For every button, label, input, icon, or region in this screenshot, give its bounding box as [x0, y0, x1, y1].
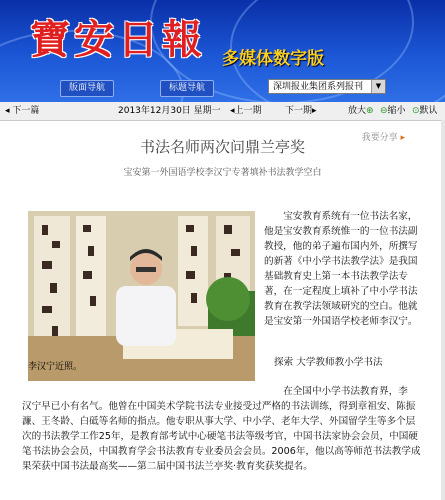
prev-article-label: 下一篇: [12, 106, 40, 116]
chevron-down-icon[interactable]: ▼: [371, 80, 385, 93]
section-heading: 探索 大学教师教小学书法: [274, 357, 383, 368]
arrow-left-icon: ◂: [230, 106, 235, 116]
article-paragraph: 在全国中小学书法教育界，李: [283, 386, 408, 397]
article-paragraph: 汉宁早已小有名气。他曾在中国美术学院书法专业接受过严格的书法训练，得到章祖安、陈振濂、王冬龄、白砥等名师的指点。他专职从事大学、中小学、老年大学、外国留学生等多个层次的书法教学工作25年，是教育部考试中心硬笔书法等级考官，中国书法家协会会员，中国硬笔书法协会会员，中国教育学会书法教育专业委员会会员。2006年，他以高等师范书法教学成果荣获中国书法最高奖——第二届中国书法兰亭奖·教育奖获奖提名。: [22, 401, 421, 472]
next-issue-label: 下一期: [285, 106, 313, 116]
calligraphy-teacher-photo: [28, 211, 255, 381]
issue-toolbar: [0, 102, 445, 121]
zoom-in-button[interactable]: [348, 102, 374, 120]
arrow-right-icon: ▸: [312, 106, 317, 116]
prev-issue-link[interactable]: [230, 102, 262, 120]
zoom-out-icon: ⊖: [380, 106, 388, 116]
article-photo: [28, 211, 255, 381]
zoom-out-label: 缩小: [387, 106, 406, 116]
zoom-in-label: 放大: [348, 106, 367, 116]
zoom-out-button[interactable]: [380, 102, 406, 120]
article-subtitle: 宝安第一外国语学校李汉宁专著填补书法教学空白: [123, 168, 322, 178]
default-zoom-button[interactable]: [412, 102, 438, 120]
title-nav-button[interactable]: 标题导航: [160, 80, 214, 97]
select-value: 深圳报业集团系列报刊: [273, 82, 364, 92]
default-zoom-label: 默认: [419, 106, 438, 116]
prev-article-link[interactable]: [5, 102, 39, 120]
article-title: 书法名师两次问鼎兰亭奖: [139, 138, 305, 156]
photo-caption: 李汉宁近照。: [28, 362, 83, 372]
prev-issue-label: 上一期: [234, 106, 262, 116]
arrow-left-icon: ◂: [5, 106, 13, 116]
issue-date: 2013年12月30日 星期一: [118, 106, 221, 116]
zoom-in-icon: ⊕: [366, 106, 374, 116]
scrollbar[interactable]: [441, 120, 445, 500]
share-label: 我要分享: [361, 133, 398, 143]
masthead: [0, 0, 445, 102]
share-icon: ▸: [400, 133, 405, 143]
reset-zoom-icon: ⊙: [412, 106, 420, 116]
article-paragraph: 宝安教育系统有一位书法名家，他是宝安教育系统惟一的一位书法副教授，他的弟子遍布国内外，所撰写的新著《中小学书法教学法》是我国基础教育史上第一本书法教学法专著，在一定程度上填补了中小学书法教育在教学法领域研究的空白。他就是宝安第一外国语学校老师李汉宁。: [264, 211, 418, 327]
edition-subtitle: 多媒体数字版: [222, 49, 324, 69]
newspaper-logo: 寶安日報: [30, 16, 206, 63]
next-issue-link[interactable]: [285, 102, 317, 120]
newspaper-group-select[interactable]: [268, 79, 386, 94]
article-body: [0, 121, 445, 500]
layout-nav-button[interactable]: 版面导航: [60, 80, 114, 97]
